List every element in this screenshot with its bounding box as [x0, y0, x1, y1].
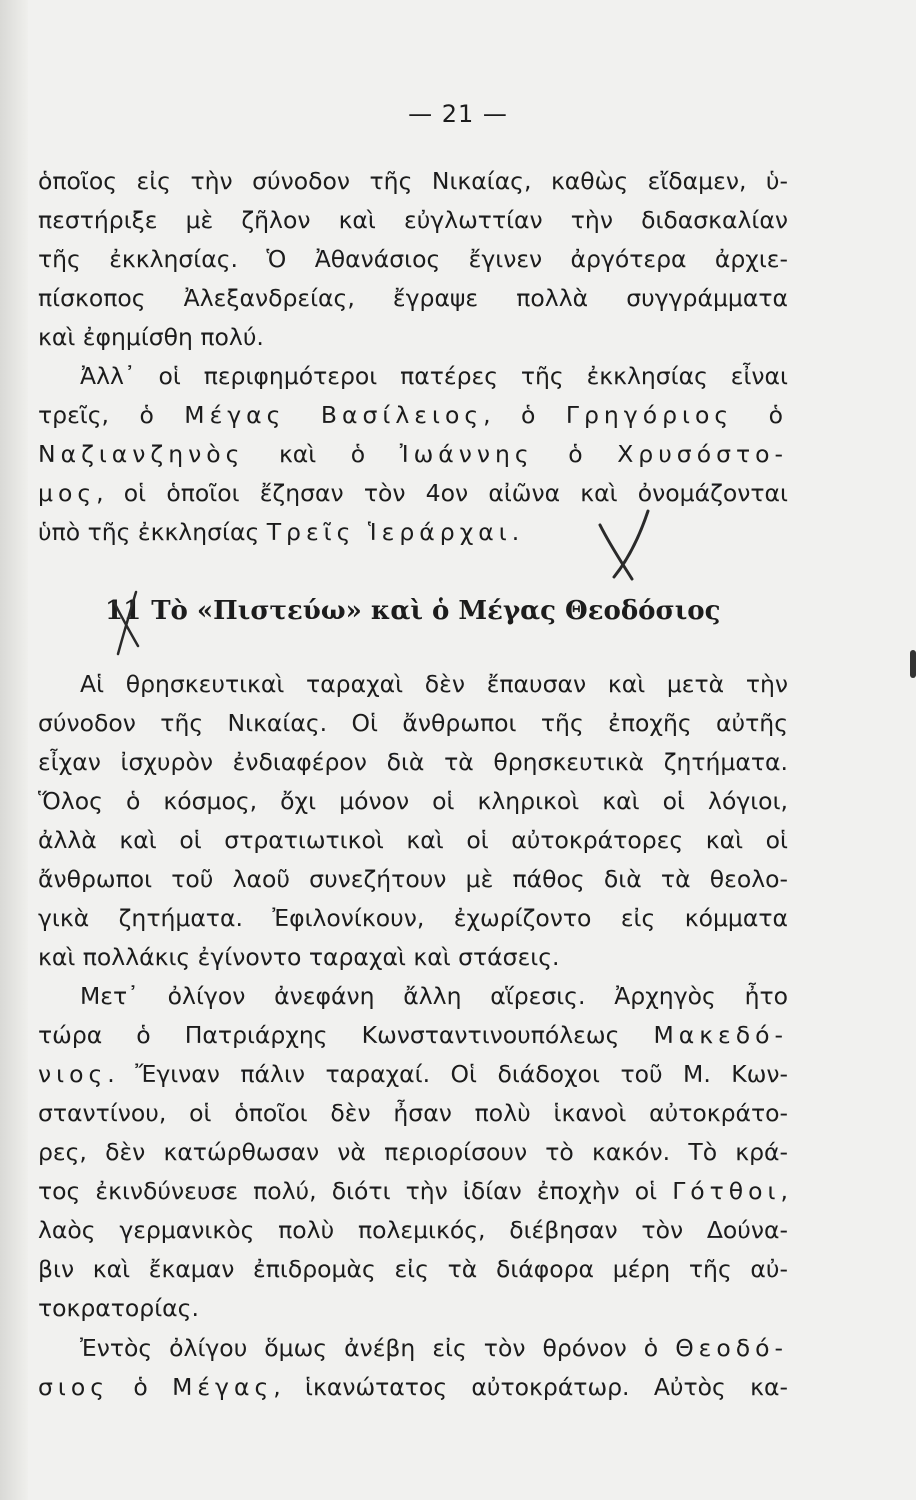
section-number: 11	[105, 596, 142, 626]
text-line	[38, 1016, 788, 1055]
text-line	[38, 1172, 788, 1211]
paragraph-4	[38, 977, 788, 1328]
text-line: τῆς ἐκκλησίας. Ὁ Ἀθανάσιος ἔγινεν ἀργότερα ἀρχιε-	[38, 245, 788, 273]
text-line: καὶ πολλάκις ἐγίνοντο ταραχαὶ καὶ στάσεις.	[38, 943, 560, 971]
text-line: πεστήριξε μὲ ζῆλον καὶ εὐγλωττίαν τὴν διδασκαλίαν	[38, 206, 788, 234]
text-line	[38, 396, 788, 435]
text-line	[38, 513, 788, 552]
text-line: λαὸς γερμανικὸς πολὺ πολεμικός, διέβησαν τὸν Δούνα-	[38, 1216, 788, 1244]
scan-spot	[910, 650, 916, 678]
text-run: τώρα ὁ Πατριάρχης Κωνσταντινουπόλεως	[38, 1021, 654, 1049]
text-line: εἶχαν ἰσχυρὸν ἐνδιαφέρον διὰ τὰ θρησκευτικὰ ζητήματα.	[38, 748, 788, 776]
text-line: Μετ᾿ ὀλίγον ἀνεφάνη ἄλλη αἵρεσις. Ἀρχηγὸς ἦτο	[80, 982, 788, 1010]
text-line: πίσκοπος Ἀλεξανδρείας, ἔγραψε πολλὰ συγγράμματα	[38, 284, 788, 312]
spaced-name: σιος	[38, 1373, 110, 1401]
spaced-name: Γρηγόριος ὁ	[565, 401, 788, 429]
paragraph-3	[38, 665, 788, 977]
spaced-name: Ναζιανζηνὸς	[38, 440, 245, 468]
text-line: τοκρατορίας.	[38, 1294, 199, 1322]
text-run: ὑπὸ τῆς ἐκκλησίας	[38, 518, 267, 546]
paragraph-5	[38, 1329, 788, 1407]
spaced-name: Τρεῖς Ἱεράρχαι.	[266, 518, 525, 546]
text-run: Ἐντὸς ὀλίγου ὅμως ἀνέβη εἰς τὸν θρόνον ὁ	[80, 1334, 676, 1362]
spaced-name: Μέγας Βασίλειος	[184, 401, 484, 429]
spaced-name: Μέγας	[172, 1373, 274, 1401]
spaced-name: Ἰωάννης	[399, 440, 534, 468]
text-line: Ἀλλ᾿ οἱ περιφημότεροι πατέρες τῆς ἐκκλησίας εἶναι	[80, 362, 788, 390]
text-run: , οἱ ὁποῖοι ἔζησαν τὸν 4ον αἰῶνα καὶ ὀνομάζονται	[96, 479, 788, 507]
text-line	[38, 474, 788, 513]
spaced-name: μος	[38, 479, 97, 507]
text-line	[38, 1055, 788, 1094]
spaced-name: νιος	[38, 1060, 108, 1088]
spaced-name: Χρυσόστο-	[617, 440, 788, 468]
section-heading	[105, 596, 720, 626]
text-run: . Ἔγιναν πάλιν ταραχαί. Οἱ διάδοχοι τοῦ Μ. Κων-	[107, 1060, 788, 1088]
text-line	[38, 435, 788, 474]
page-edge-shadow	[0, 0, 28, 1500]
spaced-name: Μακεδό-	[653, 1021, 788, 1049]
text-line: σταντίνου, οἱ ὁποῖοι δὲν ἦσαν πολὺ ἱκανοὶ αὐτοκράτο-	[38, 1099, 788, 1127]
text-line: ρες, δὲν κατώρθωσαν νὰ περιορίσουν τὸ κακόν. Τὸ κρά-	[38, 1138, 788, 1166]
text-line: καὶ ἐφημίσθη πολύ.	[38, 323, 264, 351]
text-run: καὶ ὁ	[244, 440, 400, 468]
text-run: , ἱκανώτατος αὐτοκράτωρ. Αὐτὸς κα-	[273, 1373, 788, 1401]
text-run: τρεῖς, ὁ	[38, 401, 154, 429]
paragraph-1	[38, 162, 788, 357]
text-run: τος ἐκινδύνευσε πολύ, διότι τὴν ἰδίαν ἐποχὴν οἱ	[38, 1177, 673, 1205]
paragraph-2	[38, 357, 788, 552]
text-line: ἀλλὰ καὶ οἱ στρατιωτικοὶ καὶ οἱ αὐτοκράτορες καὶ οἱ	[38, 826, 788, 854]
text-line: βιν καὶ ἔκαμαν ἐπιδρομὰς εἰς τὰ διάφορα μέρη τῆς αὐ-	[38, 1255, 788, 1283]
text-line: ὁποῖος εἰς τὴν σύνοδον τῆς Νικαίας, καθὼς εἴδαμεν, ὑ-	[38, 167, 788, 195]
section-title: Τὸ «Πιστεύω» καὶ ὁ Μέγας Θεοδόσιος	[151, 596, 721, 626]
text-run: ὁ	[533, 440, 618, 468]
spaced-name: Θεοδό-	[675, 1334, 788, 1362]
text-line: Αἱ θρησκευτικαὶ ταραχαὶ δὲν ἔπαυσαν καὶ μετὰ τὴν	[80, 670, 788, 698]
spaced-name: Γότθοι	[672, 1177, 781, 1205]
text-line	[38, 1368, 788, 1407]
text-line: σύνοδον τῆς Νικαίας. Οἱ ἄνθρωποι τῆς ἐποχῆς αὐτῆς	[38, 709, 788, 737]
text-line: Ὅλος ὁ κόσμος, ὄχι μόνον οἱ κληρικοὶ καὶ οἱ λόγιοι,	[38, 787, 788, 815]
text-run: ,	[780, 1177, 788, 1205]
text-line	[38, 1329, 788, 1368]
text-run: , ὁ	[483, 401, 536, 429]
text-line: ἄνθρωποι τοῦ λαοῦ συνεζήτουν μὲ πάθος διὰ τὰ θεολο-	[38, 865, 788, 893]
text-line: γικὰ ζητήματα. Ἐφιλονίκουν, ἐχωρίζοντο εἰς κόμματα	[38, 904, 788, 932]
page-number: — 21 —	[408, 100, 508, 128]
text-run: ὁ	[109, 1373, 173, 1401]
